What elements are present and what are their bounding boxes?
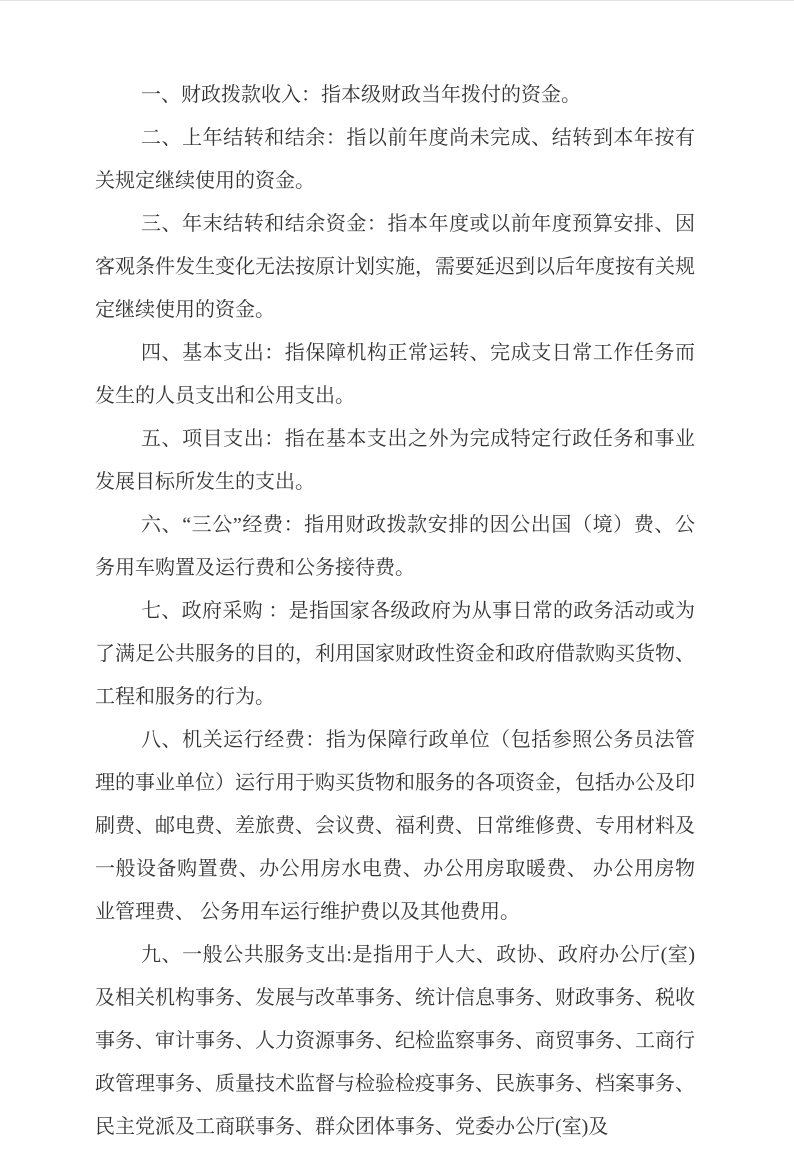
glossary-paragraph-1: 一、财政拨款收入：指本级财政当年拨付的资金。 <box>141 84 581 106</box>
glossary-paragraph-4: 四、基本支出：指保障机构正常运转、完成支日常工作任务而发生的人员支出和公用支出。 <box>95 342 695 407</box>
glossary-paragraph-9: 九、一般公共服务支出:是指用于人大、政协、政府办公厅(室)及相关机构事务、发展与改革事务、统计信息事务、财政事务、税收事务、审计事务、人力资源事务、纪检监察事务、商贸事务、工商行政管理事务、质量技术监督与检验检疫事务、民族事务、档案事务、民主党派及工商联事务、群众团体事务、党委办公厅(室)及 <box>95 944 695 1138</box>
glossary-paragraph-2: 二、上年结转和结余：指以前年度尚未完成、结转到本年按有关规定继续使用的资金。 <box>95 127 695 192</box>
glossary-paragraph-7: 七、政府采购 ：是指国家各级政府为从事日常的政务活动或为了满足公共服务的目的，利用国家财政性资金和政府借款购买货物、工程和服务的行为。 <box>95 600 695 708</box>
glossary-paragraph-3: 三、年末结转和结余资金：指本年度或以前年度预算安排、因客观条件发生变化无法按原计划实施，需要延迟到以后年度按有关规定继续使用的资金。 <box>95 213 695 321</box>
glossary-paragraph-5: 五、项目支出：指在基本支出之外为完成特定行政任务和事业发展目标所发生的支出。 <box>95 428 695 493</box>
glossary-paragraph-8: 八、机关运行经费：指为保障行政单位（包括参照公务员法管理的事业单位）运行用于购买货物和服务的各项资金，包括办公及印刷费、邮电费、差旅费、会议费、福利费、日常维修费、专用材料及一般设备购置费、办公用房水电费、办公用房取暖费、 办公用房物业管理费、 公务用车运行维护费以及其他费用。 <box>95 729 695 923</box>
glossary-paragraph-6: 六、“三公”经费：指用财政拨款安排的因公出国（境）费、公务用车购置及运行费和公务接待费。 <box>95 514 695 579</box>
page-top-edge <box>0 0 794 1</box>
